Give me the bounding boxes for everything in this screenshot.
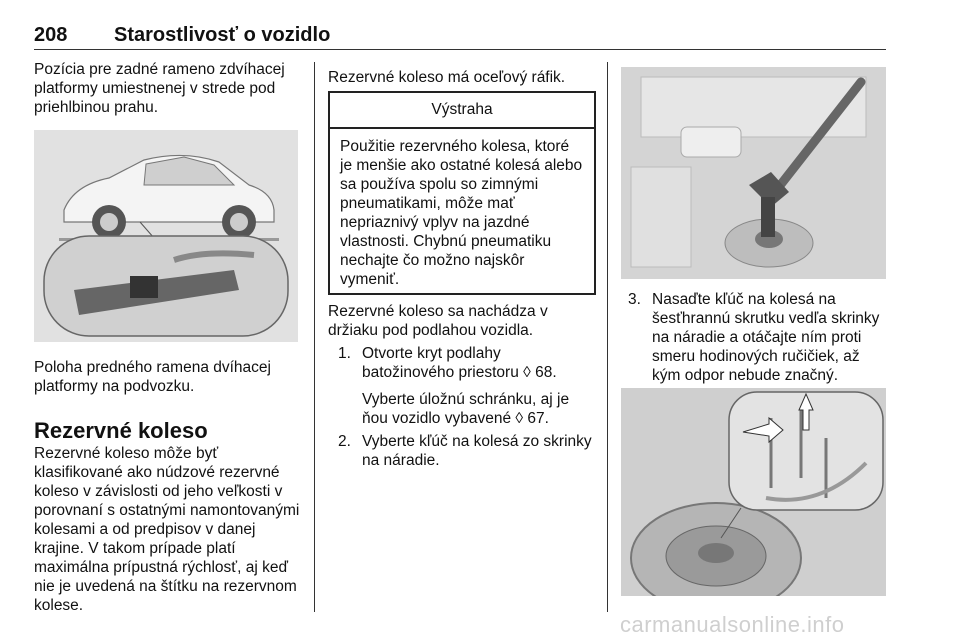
paragraph-spare-wheel-info: Rezervné koleso môže byť klasifikované ako núdzové rezervné koleso v závislosti od jeho veľkosti v porovnaní s ostatnými namontovanými kolesami a od predpisov v danej krajine. V takom prípade platí maximálna prípustná rýchlosť, aj keď nie je uvedená na štítku na rezervnom kolese. — [34, 445, 300, 614]
column-divider-2 — [607, 62, 608, 612]
section-title-spare-wheel: Rezervné koleso — [34, 418, 208, 443]
warning-text: Použitie rezervného kolesa, ktoré je menšie ako ostatné kolesá alebo sa používa spolu so zimnými pneumatikami, môže mať nepriaznivý vplyv na jazdné vlastnosti. Chybnú pneumatiku nechajte čo možno najskôr vymeniť. — [340, 138, 583, 288]
step-subtext: Vyberte úložnú schránku, aj je ňou vozidlo vybavené ◊ 67. — [362, 391, 570, 427]
header-divider — [34, 49, 886, 50]
column-2-body — [328, 302, 593, 470]
list-item — [628, 290, 889, 385]
step-number: 3. — [628, 291, 641, 308]
page-title: Starostlivosť o vozidlo — [114, 24, 331, 46]
step-text: Nasaďte kľúč na kolesá na šesťhrannú skrutku vedľa skrinky na náradie a otáčajte ním proti smeru hodinových ručičiek, až kým odpor nebude značný. — [652, 291, 880, 384]
column-divider-1 — [314, 62, 315, 612]
spare-wheel-diagram — [621, 388, 886, 596]
wrench-on-bolt-illustration — [621, 67, 886, 279]
step-text: Otvorte kryt podlahy batožinového priestoru ◊ 68. — [362, 345, 557, 381]
step-number: 2. — [338, 433, 351, 450]
lift-point-illustration — [34, 130, 298, 342]
column-2-intro — [328, 68, 593, 87]
list-item — [338, 344, 593, 428]
warning-title: Výstraha — [330, 93, 594, 129]
step-text: Vyberte kľúč na kolesá zo skrinky na náradie. — [362, 433, 592, 469]
paragraph-front-arm: Poloha predného ramena dvíhacej platformy na podvozku. — [34, 359, 271, 395]
page-header — [34, 24, 886, 52]
paragraph-spare-location: Rezervné koleso sa nachádza v držiaku pod podlahou vozidla. — [328, 303, 548, 339]
paragraph-rear-arm: Pozícia pre zadné rameno zdvíhacej platformy umiestnenej v strede pod priehlbinou prahu. — [34, 61, 285, 116]
column-3-body — [624, 290, 889, 385]
page-number: 208 — [34, 24, 68, 46]
wrench-diagram — [621, 67, 886, 279]
paragraph-steel-rim: Rezervné koleso má oceľový ráfik. — [328, 69, 566, 86]
step-number: 1. — [338, 345, 351, 362]
warning-box — [328, 91, 596, 295]
column-1-intro — [34, 60, 302, 117]
spare-wheel-holder-illustration — [621, 388, 886, 596]
column-1-body — [34, 358, 302, 615]
list-item — [338, 432, 593, 470]
car-lift-diagram — [34, 130, 298, 342]
watermark: carmanualsonline.info — [620, 612, 845, 637]
